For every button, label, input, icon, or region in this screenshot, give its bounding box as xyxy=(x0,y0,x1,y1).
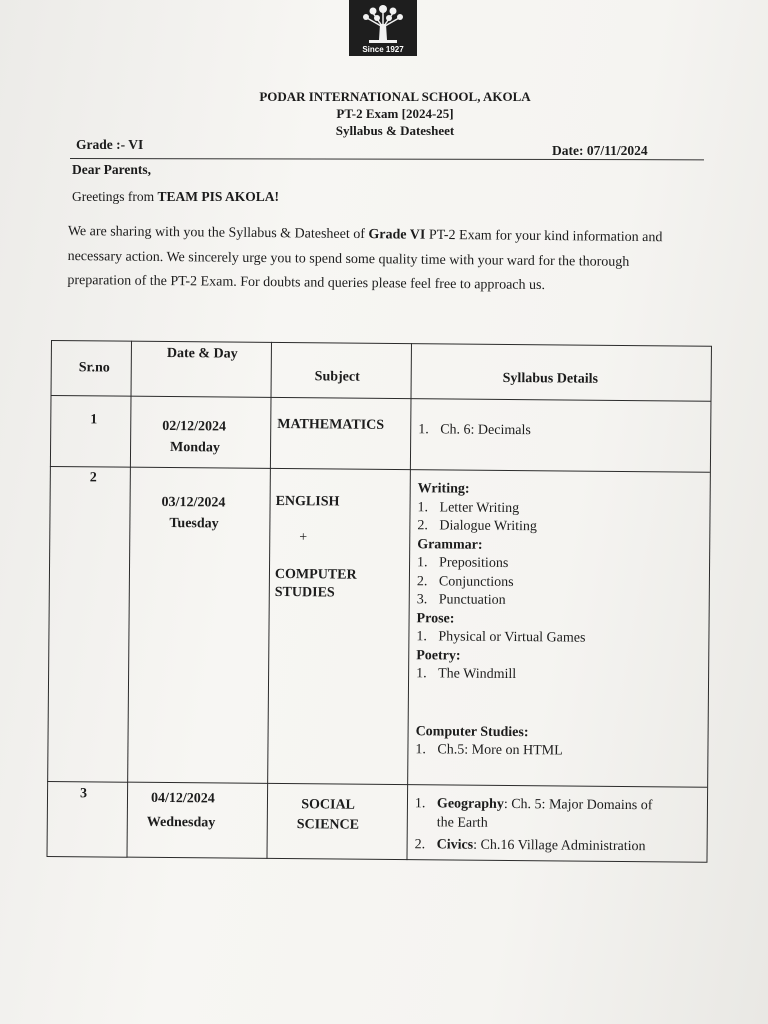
row2-srno: 2 xyxy=(89,470,97,486)
table-header-divider xyxy=(51,395,711,402)
school-logo xyxy=(349,0,417,56)
row1-date: 02/12/2024 xyxy=(162,418,227,435)
table-col-divider xyxy=(266,342,272,859)
table-border-bottom xyxy=(46,856,706,863)
document-title: Syllabus & Datesheet xyxy=(335,123,455,138)
row2-plus: + xyxy=(299,530,308,546)
section-grammar: Grammar: xyxy=(417,536,483,553)
item-text: : Ch.16 Village Administration xyxy=(473,837,646,855)
section-computer-studies: Computer Studies: xyxy=(415,723,529,740)
list-item xyxy=(415,741,584,761)
row1-subject: MATHEMATICS xyxy=(277,416,385,433)
header-srno: Sr.no xyxy=(78,360,110,376)
item-text: Prepositions xyxy=(439,555,509,571)
item-text: Letter Writing xyxy=(439,499,520,516)
item-text: The Windmill xyxy=(438,666,517,683)
table-border-left xyxy=(46,340,52,857)
grade-label: Grade :- VI xyxy=(76,137,144,152)
item-text: Ch. 6: Decimals xyxy=(440,422,531,439)
header-date-day: Date & Day xyxy=(166,346,238,362)
item-text: : Ch. 5: Major Domains of xyxy=(503,796,653,814)
subject-line: SOCIAL xyxy=(301,797,355,813)
subject-line: SCIENCE xyxy=(296,817,360,833)
row3-syllabus xyxy=(415,795,653,857)
intro-grade: Grade VI xyxy=(368,227,426,243)
item-number: 2. xyxy=(417,518,428,534)
row2-subject-computer xyxy=(275,566,357,603)
intro-text-2: PT-2 Exam for your kind information and necessary action. We sincerely urge you to spend some quality time with your ward for the thorough preparation of the PT-2 Exam. For doubts and queries please feel free to approach us. xyxy=(67,227,663,293)
item-text: Ch.5: More on HTML xyxy=(437,742,563,759)
list-item xyxy=(417,517,586,537)
section-writing: Writing: xyxy=(417,481,470,497)
table-border-right xyxy=(706,346,712,863)
row3-date: 04/12/2024 xyxy=(150,790,215,807)
row2-syllabus xyxy=(415,480,586,761)
row2-day: Tuesday xyxy=(169,516,219,532)
row1-day: Monday xyxy=(170,440,220,456)
list-item xyxy=(417,573,586,593)
row3-day: Wednesday xyxy=(146,814,216,831)
item-number: 1. xyxy=(418,422,429,438)
row2-subject-english: ENGLISH xyxy=(275,493,340,510)
item-number: 1. xyxy=(416,666,427,682)
list-item xyxy=(417,499,586,519)
table-row-divider xyxy=(47,781,707,788)
list-item xyxy=(415,836,653,857)
item-number: 1. xyxy=(417,499,429,515)
row3-subject xyxy=(297,795,360,836)
table-border-top xyxy=(51,340,711,347)
item-text: Punctuation xyxy=(438,592,506,608)
salutation: Dear Parents, xyxy=(72,162,151,177)
intro-paragraph xyxy=(67,220,680,300)
item-number: 1. xyxy=(417,555,428,571)
item-text: Dialogue Writing xyxy=(439,518,538,535)
row3-srno: 3 xyxy=(79,786,88,802)
section-poetry: Poetry: xyxy=(416,647,461,664)
list-item xyxy=(416,665,585,685)
greeting xyxy=(72,189,279,205)
item-label: Civics xyxy=(436,837,474,853)
item-text: Physical or Virtual Games xyxy=(438,629,586,646)
tree-icon xyxy=(349,0,417,46)
list-item xyxy=(415,814,653,835)
item-text: the Earth xyxy=(436,814,488,831)
item-number: 2. xyxy=(416,573,428,589)
list-item xyxy=(417,554,586,574)
subject-line: COMPUTER xyxy=(274,566,357,583)
intro-text-1: We are sharing with you the Syllabus & Datesheet of xyxy=(67,223,369,243)
school-name: PODAR INTERNATIONAL SCHOOL, AKOLA xyxy=(259,89,531,104)
table-col-divider xyxy=(406,343,412,860)
list-item xyxy=(418,421,531,440)
header-divider xyxy=(70,158,704,160)
since-label: Since 1927 xyxy=(362,45,404,54)
item-number: 3. xyxy=(416,592,428,608)
header-syllabus: Syllabus Details xyxy=(502,370,599,387)
row2-date: 03/12/2024 xyxy=(161,494,226,511)
exam-title: PT-2 Exam [2024-25] xyxy=(336,106,454,121)
header-subject: Subject xyxy=(314,369,360,385)
row1-syllabus xyxy=(418,421,531,440)
table-row-divider xyxy=(50,466,710,473)
item-number: 1. xyxy=(414,796,426,812)
item-label: Geography xyxy=(436,796,504,812)
item-text: Conjunctions xyxy=(438,573,514,590)
greeting-text: Greetings from xyxy=(72,189,158,204)
syllabus-table xyxy=(46,340,727,891)
greeting-team: TEAM PIS AKOLA! xyxy=(157,189,279,204)
subject-line: STUDIES xyxy=(274,584,335,601)
item-number: 1. xyxy=(415,742,427,758)
list-item xyxy=(417,591,586,611)
item-number: 1. xyxy=(416,629,427,645)
section-prose: Prose: xyxy=(416,610,455,627)
document-date: Date: 07/11/2024 xyxy=(552,143,648,158)
item-number: 2. xyxy=(414,837,426,853)
list-item xyxy=(416,628,585,648)
list-item xyxy=(415,795,653,816)
table-col-divider xyxy=(126,341,132,858)
row1-srno: 1 xyxy=(90,412,98,428)
